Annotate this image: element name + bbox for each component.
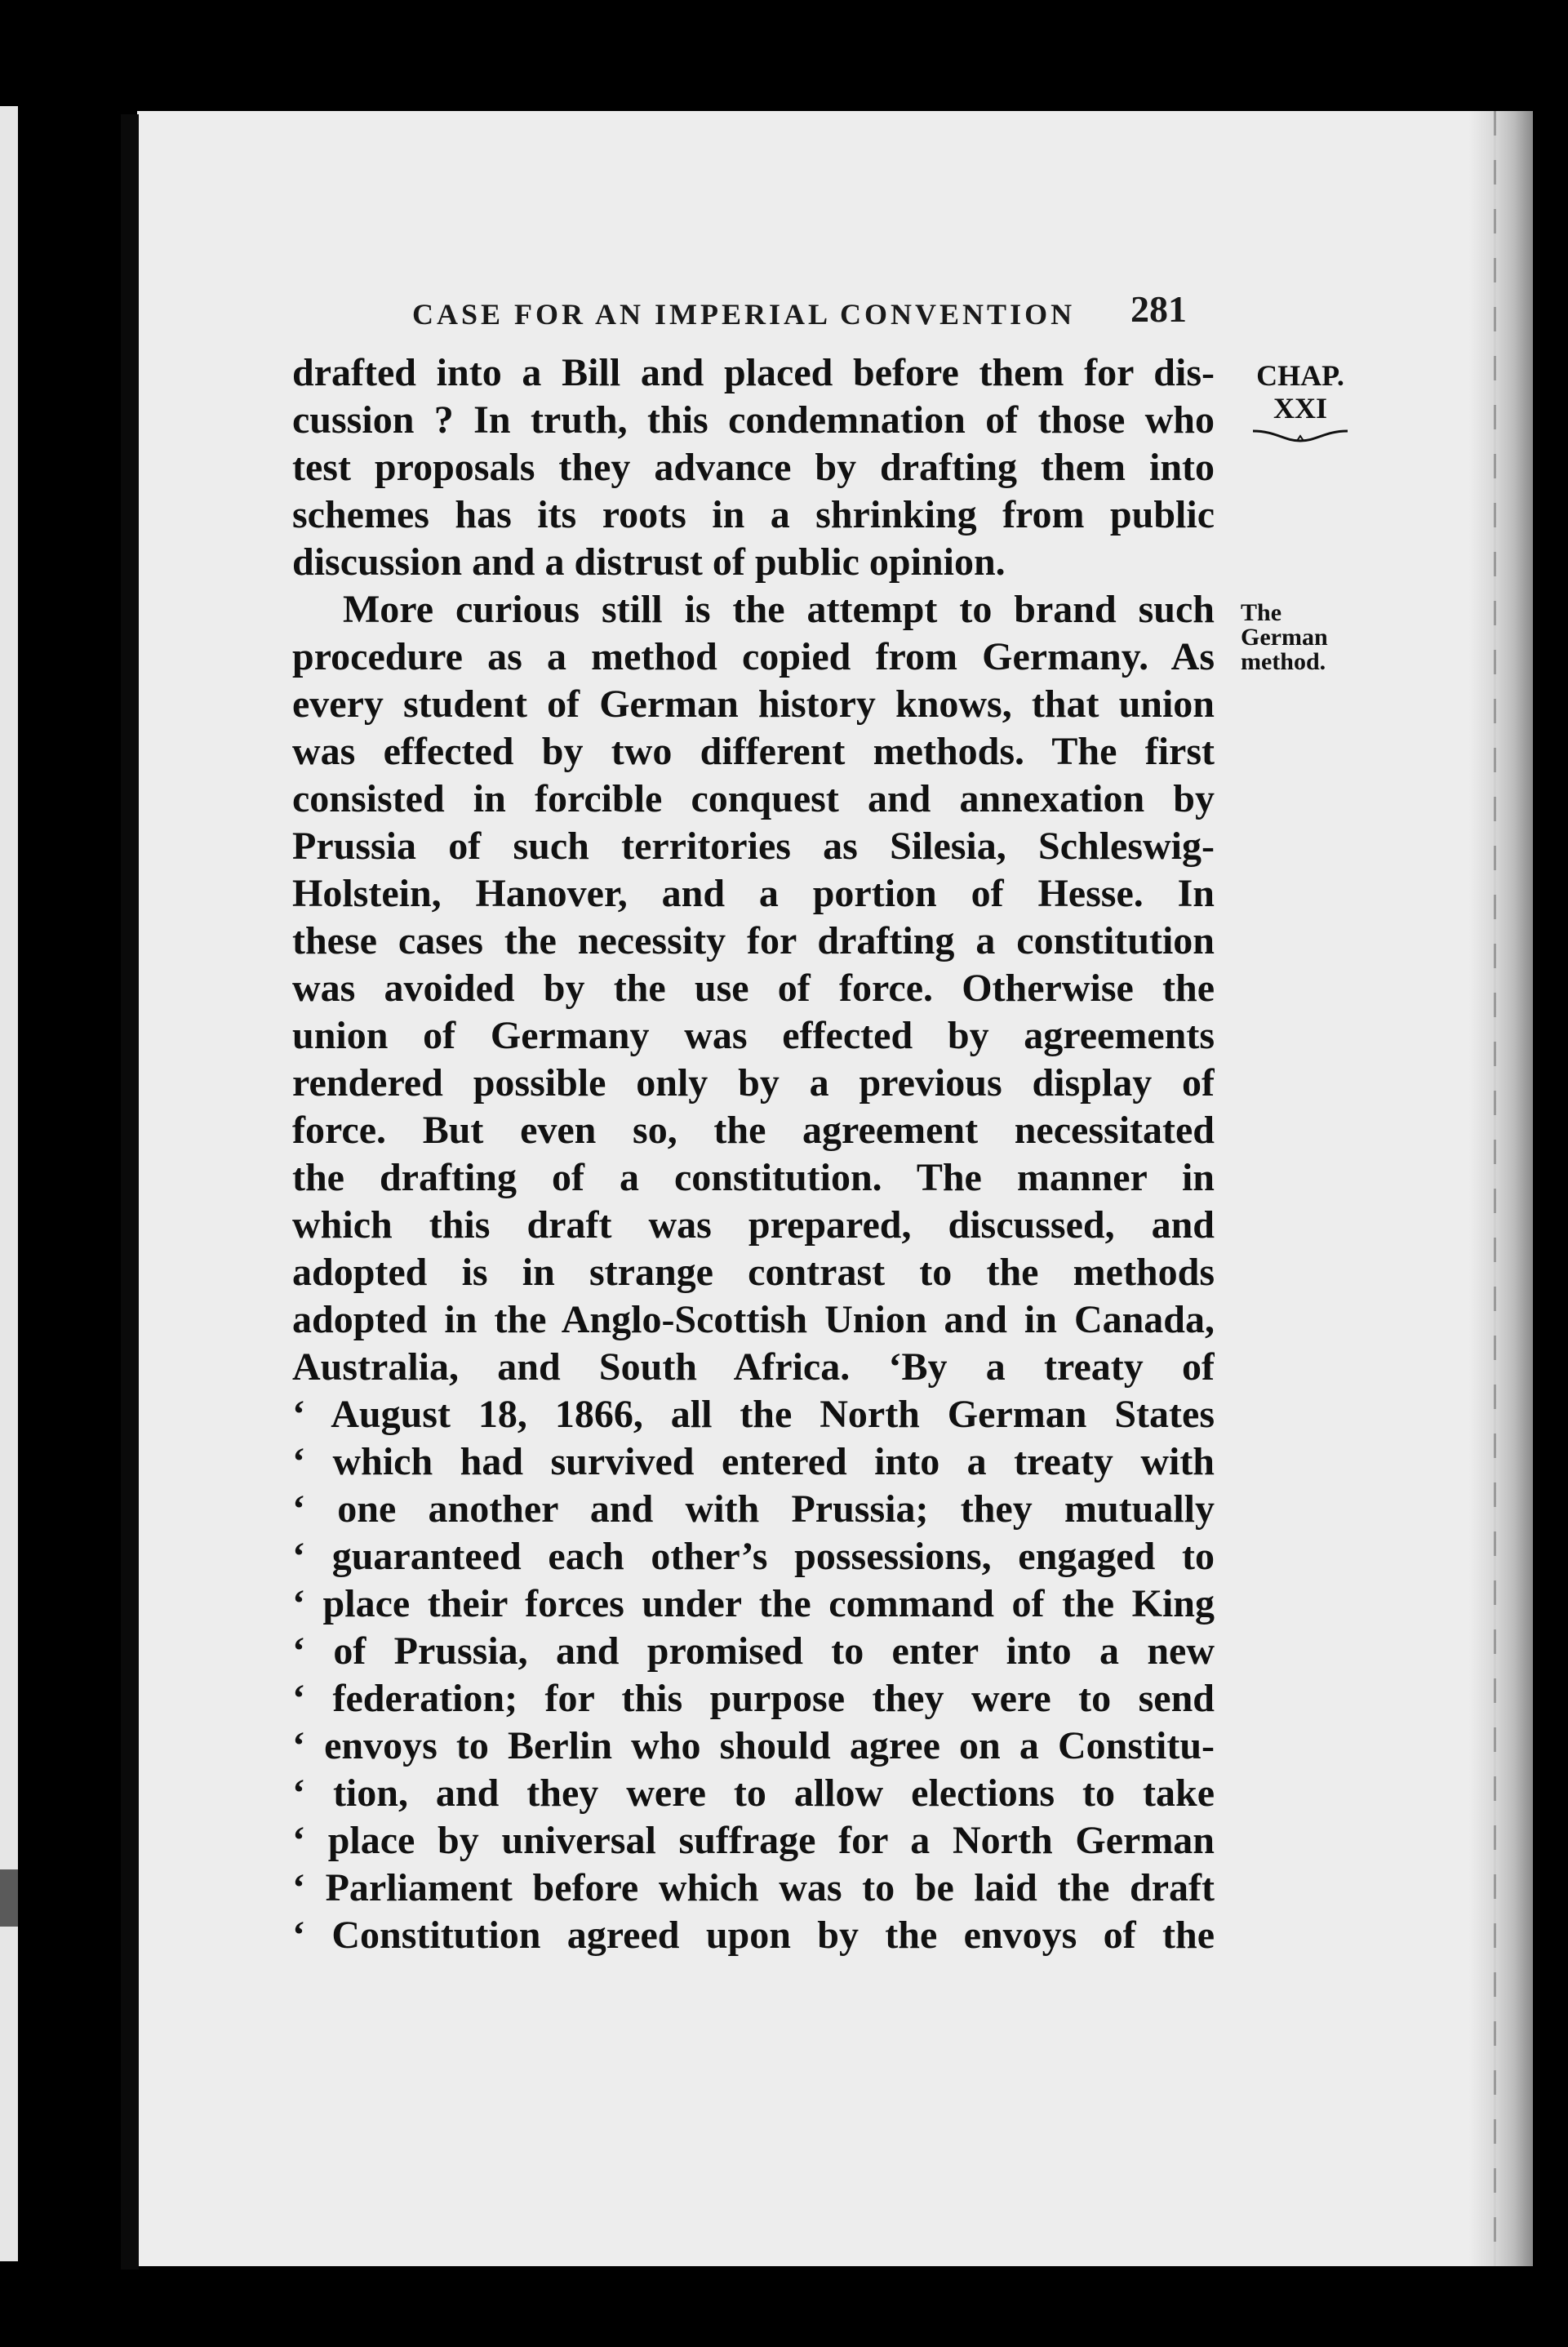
side-heading-line: The [1241, 599, 1282, 626]
text-line: was effected by two different methods. The first [292, 730, 1215, 773]
text-line: Holstein, Hanover, and a portion of Hesse. In [292, 872, 1215, 915]
text-line: rendered possible only by a previous display of [292, 1061, 1215, 1105]
text-line: procedure as a method copied from Germany. As [292, 635, 1215, 678]
text-line: ‘ place their forces under the command of the King [292, 1582, 1215, 1625]
text-line: which this draft was prepared, discussed, and [292, 1203, 1215, 1247]
text-line: force. But even so, the agreement necessitated [292, 1109, 1215, 1152]
text-line: ‘ place by universal suffrage for a North German [292, 1819, 1215, 1862]
text-line: these cases the necessity for drafting a constitution [292, 919, 1215, 962]
side-heading-line: method. [1241, 648, 1326, 675]
text-line: schemes has its roots in a shrinking from public [292, 493, 1215, 536]
adjacent-page-mark [0, 1869, 18, 1927]
page-gutter-shadow [121, 114, 139, 2269]
text-line: ‘ tion, and they were to allow elections to take [292, 1771, 1215, 1815]
text-line: discussion and a distrust of public opinion. [292, 540, 1006, 584]
text-line: cussion ? In truth, this condemnation of those who [292, 398, 1215, 442]
side-heading [1234, 601, 1365, 674]
text-line: ‘ guaranteed each other’s possessions, engaged to [292, 1535, 1215, 1578]
body-text [292, 349, 1215, 1959]
text-line: ‘ Constitution agreed upon by the envoys of the [292, 1914, 1215, 1957]
text-line: Australia, and South Africa. ‘By a treaty of [292, 1345, 1215, 1389]
text-line: More curious still is the attempt to brand such [343, 588, 1215, 631]
text-line: ‘ envoys to Berlin who should agree on a Constitu- [292, 1724, 1215, 1767]
text-line: ‘ August 18, 1866, all the North German States [292, 1393, 1215, 1436]
chapter-label: CHAP. [1256, 359, 1344, 392]
chapter-number: XXI [1273, 392, 1327, 425]
text-line: ‘ which had survived entered into a treaty with [292, 1440, 1215, 1483]
text-line: every student of German history knows, that union [292, 682, 1215, 726]
text-line: consisted in forcible conquest and annexation by [292, 777, 1215, 820]
brace-ornament-icon [1251, 428, 1349, 444]
text-line: adopted in the Anglo-Scottish Union and in Canada, [292, 1298, 1215, 1341]
text-line: the drafting of a constitution. The manner in [292, 1156, 1215, 1199]
page-header [412, 287, 1228, 333]
text-line: union of Germany was effected by agreements [292, 1014, 1215, 1057]
text-line: was avoided by the use of force. Otherwise the [292, 967, 1215, 1010]
text-line: ‘ Parliament before which was to be laid the draft [292, 1866, 1215, 1909]
running-head: CASE FOR AN IMPERIAL CONVENTION [412, 298, 1076, 331]
text-line: ‘ of Prussia, and promised to enter into a new [292, 1629, 1215, 1673]
page-fore-edge [1469, 111, 1533, 2266]
chapter-marker [1239, 359, 1361, 444]
text-line: Prussia of such territories as Silesia, Schleswig- [292, 825, 1215, 868]
text-line: drafted into a Bill and placed before them for dis- [292, 351, 1215, 394]
text-line: test proposals they advance by drafting them into [292, 446, 1215, 489]
side-heading-line: German [1241, 624, 1328, 651]
text-line: ‘ one another and with Prussia; they mutually [292, 1487, 1215, 1531]
adjacent-page-edge [0, 106, 18, 2261]
text-line: ‘ federation; for this purpose they were to send [292, 1677, 1215, 1720]
page-number: 281 [1130, 288, 1187, 330]
text-line: adopted is in strange contrast to the methods [292, 1251, 1215, 1294]
